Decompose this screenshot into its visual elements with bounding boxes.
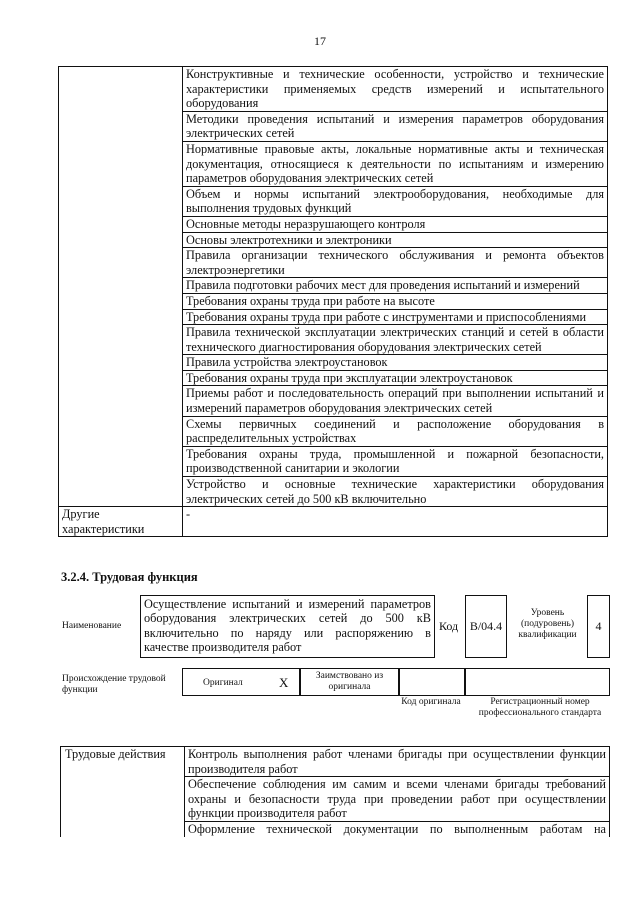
page-number: 17 [314,34,326,48]
code-value-box: B/04.4 [465,595,507,658]
action-item: Оформление технической документации по выполненным работам на [185,821,610,836]
knowledge-item: Правила технической эксплуатации электрических станций и сетей в области технического диагностирования оборудования электрических сетей [183,325,608,355]
knowledge-item: Приемы работ и последовательность операций при выполнении испытаний и измерений параметров оборудования электрических сетей [183,386,608,416]
table-row [61,747,610,777]
knowledge-item: Правила подготовки рабочих мест для проведения испытаний и измерений [183,278,608,294]
function-name-box: Осуществление испытаний и измерений параметров оборудования электрических сетей до 500 кВ включительно по наряду или распоряжению в качестве производителя работ [140,595,435,658]
knowledge-item: Объем и нормы испытаний электрооборудования, необходимые для выполнения трудовых функций [183,186,608,216]
knowledge-item: Основные методы неразрушающего контроля [183,216,608,232]
knowledge-item: Требования охраны труда, промышленной и пожарной безопасности, производственной санитарии и экологии [183,446,608,476]
level-value-box: 4 [587,595,610,658]
knowledge-item: Правила организации технического обслуживания и ремонта объектов электроэнергетики [183,248,608,278]
knowledge-item: Требования охраны труда при работе на высоте [183,293,608,309]
borrowed-cell: Заимствовано из оригинала [300,668,399,696]
action-item: Контроль выполнения работ членами бригады при осуществлении функции производителя работ [185,747,610,777]
knowledge-item: Правила устройства электроустановок [183,355,608,371]
knowledge-item: Требования охраны труда при работе с инструментами и приспособлениями [183,309,608,325]
origin-code-cell [399,668,465,696]
actions-table [60,746,610,837]
knowledge-item: Основы электротехники и электроники [183,232,608,248]
original-cell [182,668,300,696]
origin-reg-number-cell [465,668,610,696]
original-label: Оригинал [203,678,243,688]
origin-label: Происхождение трудовой функции [62,674,166,695]
registration-caption: Регистрационный номер профессионального стандарта [478,697,602,718]
knowledge-item: Конструктивные и технические особенности, устройство и технические характеристики применяемых средств измерений и испытательного оборудования [183,67,608,112]
section-heading: 3.2.4. Трудовая функция [61,570,198,584]
knowledge-item: Нормативные правовые акты, локальные нормативные акты и техническая документация, относящиеся к деятельности по испытаниям и измерению параметров оборудования электрических сетей [183,141,608,186]
knowledge-label-cell [59,67,183,507]
level-label: Уровень (подуровень) квалификации [518,608,577,640]
code-label: Код [439,619,459,633]
knowledge-table [58,66,608,537]
knowledge-item: Требования охраны труда при эксплуатации электроустановок [183,370,608,386]
knowledge-item: Устройство и основные технические характеристики оборудования электрических сетей до 500 кВ включительно [183,477,608,507]
actions-label: Трудовые действия [61,747,185,837]
table-row [59,67,608,112]
action-item: Обеспечение соблюдения им самим и всеми членами бригады требований охраны и безопасности труда при проведении работ при осуществлении функции производителя работ [185,777,610,822]
origin-code-caption: Код оригинала [401,697,461,707]
other-characteristics-value: - [183,507,608,537]
table-row [59,507,608,537]
original-mark: X [279,675,289,690]
knowledge-item: Схемы первичных соединений и расположение оборудования в распределительных устройствах [183,416,608,446]
knowledge-item: Методики проведения испытаний и измерения параметров оборудования электрических сетей [183,111,608,141]
name-label: Наименование [62,621,122,631]
other-characteristics-label: Другие характеристики [59,507,183,537]
